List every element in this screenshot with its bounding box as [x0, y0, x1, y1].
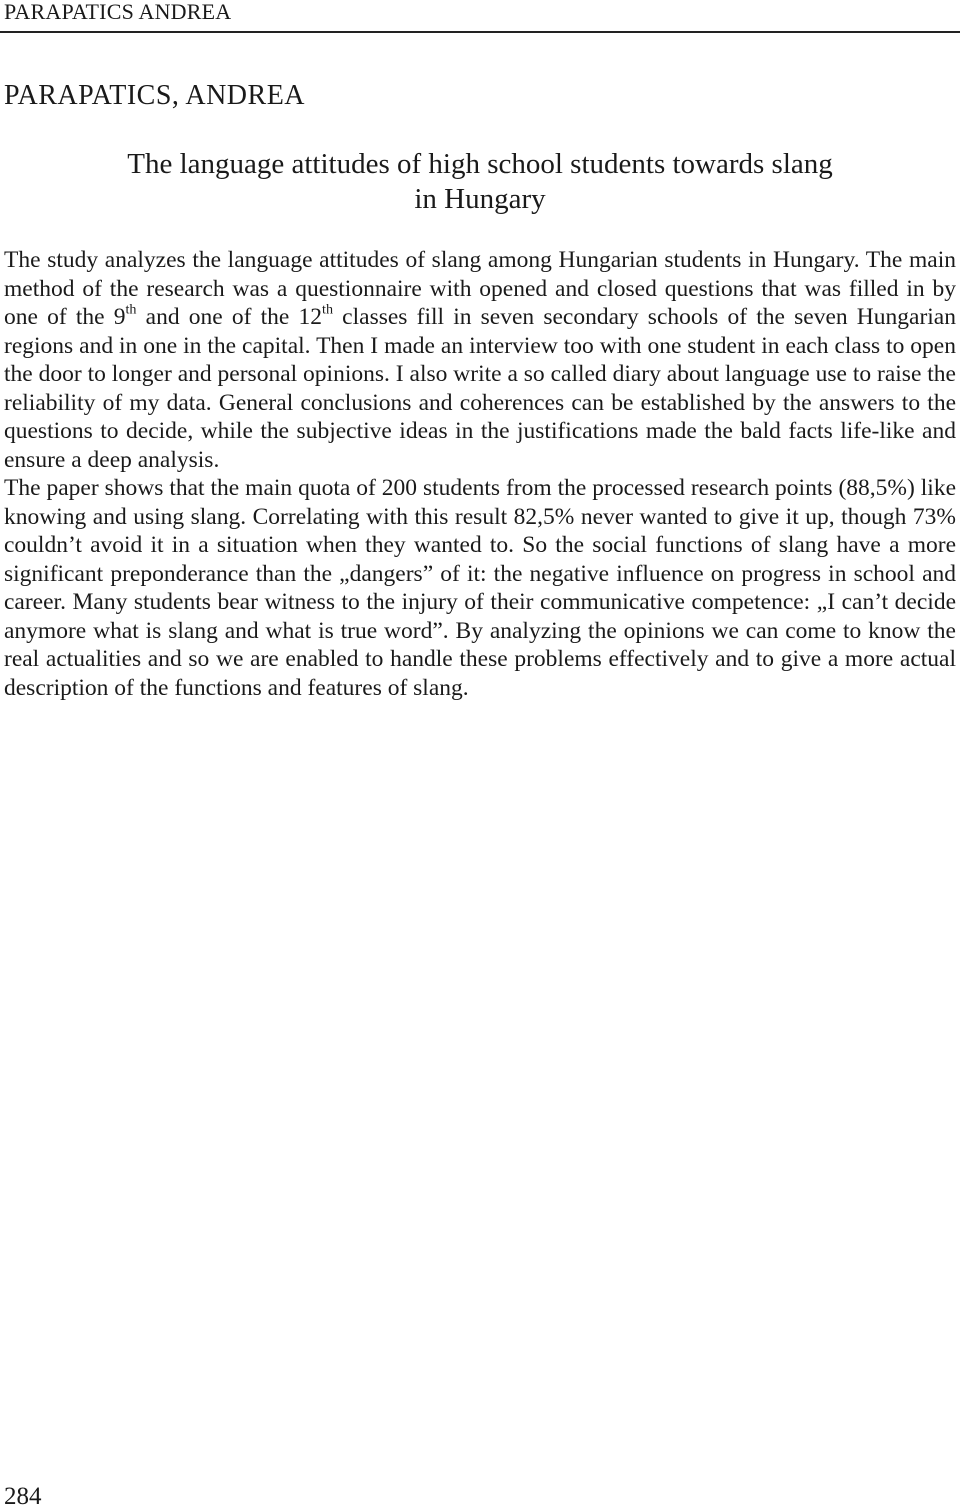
article-title — [0, 147, 960, 217]
abstract-text-1: The study analyzes the language attitudes of slang among Hungarian students in Hungary. The main method of the research was a questionnaire with opened and closed questions that was filled in by one of the 9 — [4, 247, 956, 330]
abstract-text-3: classes fill in seven secondary schools of the seven Hungarian regions and in one in the capital. Then I made an interview too with one student in each class to open the door to longer and personal opinions. I also write a so called diary about language use to raise the reliability of my data. General conclusions and coherences can be established by the answers to the questions to decide, while the subjective ideas in the justifications made the bald facts life-like and ensure a deep analysis. — [4, 304, 956, 473]
author-name: PARAPATICS, ANDREA — [4, 80, 306, 111]
abstract-text-2: and one of the 12 — [136, 304, 323, 330]
article-title-line-2: in Hungary — [414, 183, 546, 215]
running-head: PARAPATICS ANDREA — [4, 0, 232, 24]
abstract — [4, 246, 956, 702]
superscript-th-1: th — [125, 301, 137, 318]
superscript-th-2: th — [322, 301, 333, 318]
article-title-line-1: The language attitudes of high school students towards slang — [127, 148, 833, 180]
abstract-paragraph-1 — [4, 246, 956, 474]
header-rule — [0, 31, 960, 33]
abstract-paragraph-2: The paper shows that the main quota of 200 students from the processed research points (88,5%) like knowing and using slang. Correlating with this result 82,5% never wanted to give it up, though 73% couldn’t avoid it in a situation when they wanted to. So the social functions of slang have a more significant preponderance than the „dangers” of it: the negative influence on progress in school and career. Many students bear witness to the injury of their communicative competence: „I can’t decide anymore what is slang and what is true word”. By analyzing the opinions we can come to know the real actualities and so we are enabled to handle these problems effectively and to give a more actual description of the functions and features of slang. — [4, 475, 956, 701]
page-number: 284 — [4, 1483, 42, 1510]
